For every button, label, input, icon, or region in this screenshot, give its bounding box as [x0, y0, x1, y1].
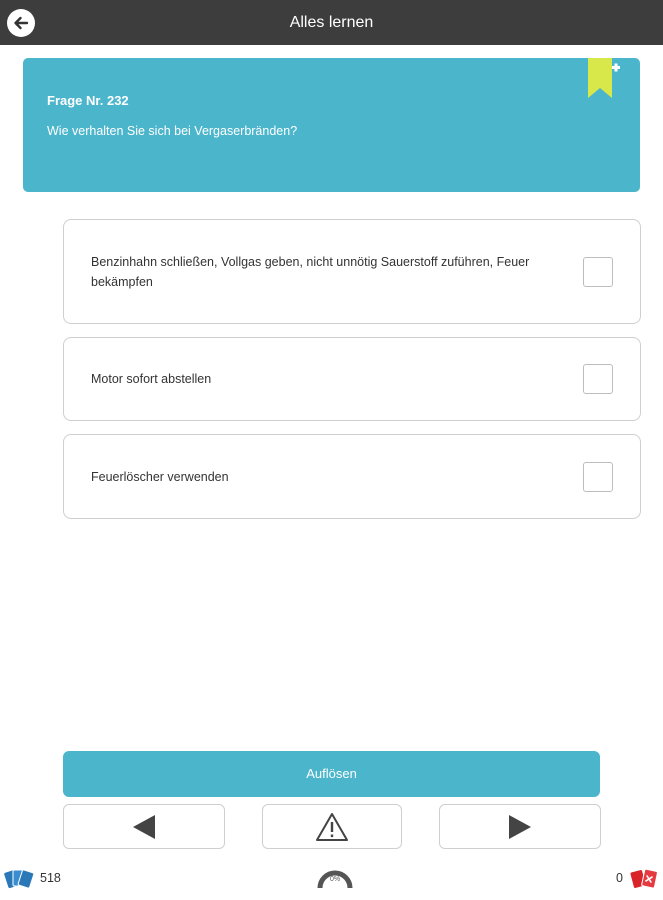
remaining-count: 518 — [40, 871, 61, 885]
answer-checkbox[interactable] — [583, 257, 613, 287]
answer-text: Benzinhahn schließen, Vollgas geben, nicht unnötig Sauerstoff zuführen, Feuer bekämpfen — [91, 254, 530, 289]
remaining-cards[interactable] — [4, 866, 61, 890]
wrong-cards[interactable] — [616, 866, 659, 890]
triangle-right-icon — [507, 813, 533, 841]
answer-checkbox[interactable] — [583, 364, 613, 394]
report-button[interactable] — [262, 804, 402, 849]
answer-option[interactable] — [63, 337, 641, 421]
page-title: Alles lernen — [289, 14, 374, 31]
answer-checkbox[interactable] — [583, 462, 613, 492]
question-text: Wie verhalten Sie sich bei Vergaserbränden? — [47, 124, 298, 138]
answer-text: Motor sofort abstellen — [91, 372, 212, 386]
bookmark-add-icon — [586, 58, 624, 102]
progress-gauge — [316, 864, 354, 890]
answer-text: Feuerlöscher verwenden — [91, 469, 229, 484]
wrong-count: 0 — [616, 871, 623, 885]
cards-icon — [4, 867, 34, 889]
wrong-cards-icon — [629, 867, 659, 889]
question-number: Frage Nr. 232 — [47, 93, 129, 108]
warning-icon — [315, 812, 349, 842]
bookmark-button[interactable] — [586, 58, 624, 102]
progress-label: 0% — [329, 876, 341, 883]
solve-button[interactable]: Auflösen — [63, 751, 600, 797]
answer-option[interactable] — [63, 434, 641, 519]
previous-question-button[interactable] — [63, 804, 225, 849]
next-question-button[interactable] — [439, 804, 601, 849]
triangle-left-icon — [131, 813, 157, 841]
question-card — [23, 58, 640, 192]
answer-option[interactable] — [63, 219, 641, 324]
app-bar — [0, 0, 663, 45]
